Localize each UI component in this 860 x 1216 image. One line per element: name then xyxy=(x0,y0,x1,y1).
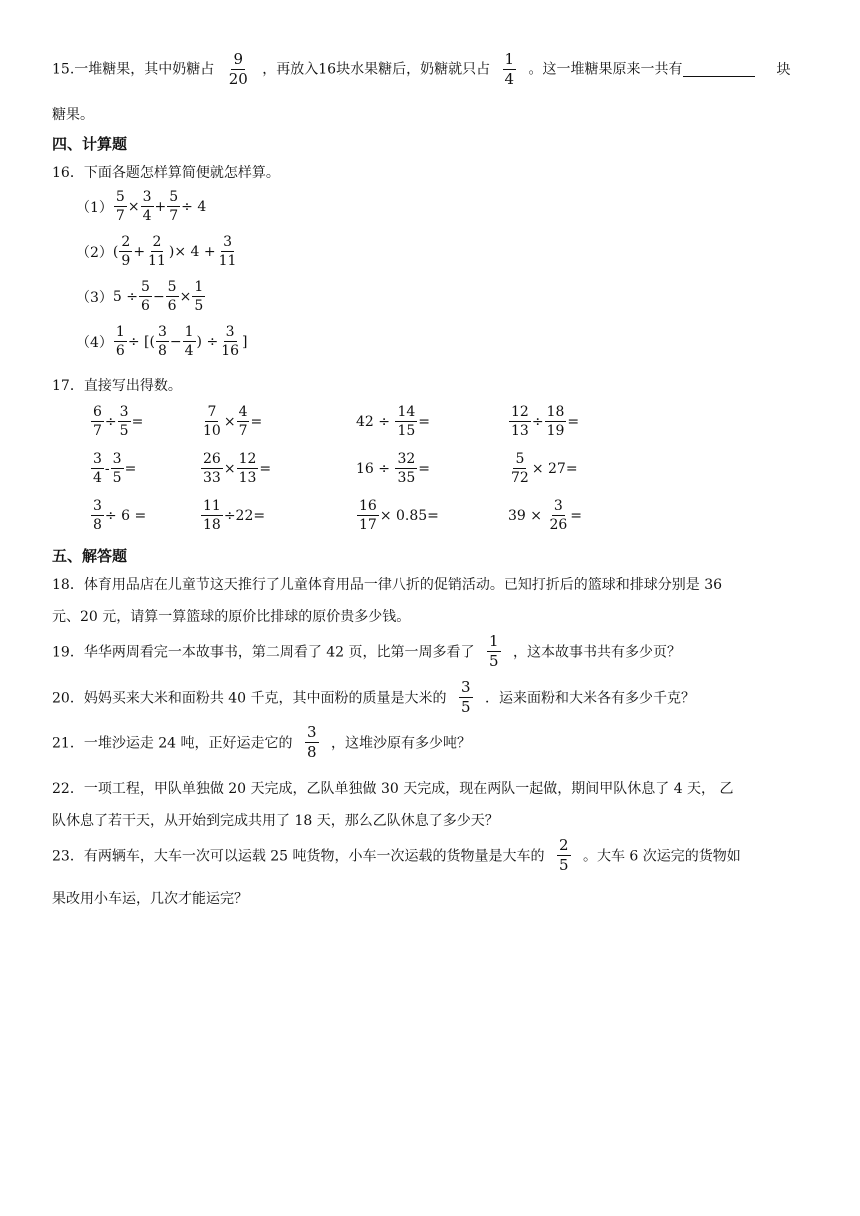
operator: ÷ xyxy=(104,413,117,430)
denominator: 8 xyxy=(306,743,317,761)
question-22-line-2: 队休息了若干天，从开始到完成共用了 18 天，那么乙队休息了多少天？ xyxy=(52,813,499,829)
operator: ÷ 6 = xyxy=(104,507,147,524)
numerator: 1 xyxy=(488,632,499,650)
numerator: 3 xyxy=(223,234,232,250)
numerator: 16 xyxy=(359,498,377,514)
question-23-line-2: 果改用小车运，几次才能运完？ xyxy=(52,891,248,907)
exercise-item xyxy=(508,499,582,532)
denominator: 10 xyxy=(203,423,221,439)
denominator: 26 xyxy=(549,517,568,533)
denominator: 72 xyxy=(511,470,529,486)
denominator: 4 xyxy=(93,470,102,486)
fraction xyxy=(119,235,132,268)
fraction xyxy=(545,405,567,438)
q23-text-2: 。大车 6 次运完的货物如 xyxy=(582,848,741,865)
numerator: 6 xyxy=(93,404,102,420)
numerator: 3 xyxy=(157,324,167,340)
denominator: 7 xyxy=(93,423,102,439)
numerator: 5 xyxy=(169,189,179,205)
operator: ] xyxy=(242,333,248,350)
numerator: 3 xyxy=(119,404,129,420)
denominator: 35 xyxy=(397,470,416,486)
denominator: 5 xyxy=(558,856,569,874)
exercise-item xyxy=(90,499,146,532)
question-18-line-2: 元、20 元，请算一算篮球的原价比排球的原价贵多少钱。 xyxy=(52,609,411,625)
fraction xyxy=(201,499,223,532)
q15-text-1: 一堆糖果，其中奶糖占 xyxy=(74,61,215,78)
q21-text-2: ，这堆沙原有多少吨？ xyxy=(330,735,471,752)
exercise-item xyxy=(356,405,430,438)
numerator: 3 xyxy=(225,324,235,340)
operator: - xyxy=(104,460,110,477)
operator: = xyxy=(418,413,431,430)
denominator: 16 xyxy=(221,343,240,359)
denominator: 5 xyxy=(194,298,204,314)
operator: × xyxy=(223,460,236,477)
operator: ÷22= xyxy=(223,507,266,524)
exercise-item xyxy=(90,405,143,438)
numerator: 7 xyxy=(207,404,217,420)
numerator: 2 xyxy=(558,836,569,854)
numerator: 12 xyxy=(238,451,257,467)
denominator: 8 xyxy=(93,517,102,533)
fraction xyxy=(201,405,223,438)
fraction xyxy=(219,325,241,358)
denominator: 15 xyxy=(397,423,416,439)
denominator: 5 xyxy=(488,652,499,670)
operator: ÷ xyxy=(531,413,544,430)
denominator: 9 xyxy=(121,253,131,269)
operator: × xyxy=(179,288,192,305)
denominator: 6 xyxy=(167,298,177,314)
question-19 xyxy=(52,634,681,669)
fraction xyxy=(167,190,180,223)
denominator: 5 xyxy=(112,470,122,486)
fraction-2-5 xyxy=(557,838,571,873)
operator: ÷ [( xyxy=(127,333,155,350)
denominator: 4 xyxy=(184,343,194,359)
numerator: 2 xyxy=(121,234,131,250)
denominator: 4 xyxy=(142,208,152,224)
operator: = xyxy=(250,413,263,430)
section-heading-calculation: 四、计算题 xyxy=(52,135,128,153)
q16-part-2 xyxy=(76,235,239,268)
numerator: 12 xyxy=(511,404,529,420)
operator: = xyxy=(259,460,272,477)
section-heading-word-problems: 五、解答题 xyxy=(52,547,128,565)
numerator: 18 xyxy=(546,404,565,420)
numerator: 11 xyxy=(203,498,221,514)
numerator: 5 xyxy=(115,189,125,205)
part-label: （3） xyxy=(76,289,113,306)
operator: − xyxy=(152,288,165,305)
operator: 39 × xyxy=(508,507,542,524)
q20-text-2: ．运来面粉和大米各有多少千克？ xyxy=(484,690,695,707)
operator: 42 ÷ xyxy=(356,413,390,430)
fraction xyxy=(141,190,154,223)
exercise-item xyxy=(508,452,578,485)
operator: 5 ÷ xyxy=(112,288,139,305)
part-label: （4） xyxy=(76,334,113,351)
fraction xyxy=(91,499,104,532)
fraction xyxy=(91,405,104,438)
numerator: 4 xyxy=(238,404,248,420)
fraction xyxy=(237,452,259,485)
q15-continuation: 糖果。 xyxy=(52,107,94,123)
numerator: 5 xyxy=(515,451,525,467)
denominator: 7 xyxy=(238,423,248,439)
fraction xyxy=(156,325,169,358)
operator: = xyxy=(570,507,583,524)
q19-text-2: ，这本故事书共有多少页？ xyxy=(512,644,681,661)
question-20 xyxy=(52,680,695,715)
q15-text-4: 块 xyxy=(776,61,791,78)
fraction xyxy=(395,452,417,485)
denominator: 7 xyxy=(169,208,179,224)
question-23 xyxy=(52,838,741,873)
exercise-item xyxy=(90,452,136,485)
part-label: （2） xyxy=(76,244,113,261)
numerator: 32 xyxy=(397,451,416,467)
numerator: 1 xyxy=(194,279,204,295)
denominator: 18 xyxy=(203,517,221,533)
q23-text-1: 23．有两辆车，大车一次可以运载 25 吨货物，小车一次运载的货物量是大车的 xyxy=(52,848,545,865)
denominator: 13 xyxy=(238,470,257,486)
operator: 16 ÷ xyxy=(356,460,390,477)
operator: ) ÷ xyxy=(196,333,219,350)
q19-text-1: 19．华华两周看完一本故事书，第二周看了 42 页，比第一周多看了 xyxy=(52,644,475,661)
fraction xyxy=(166,280,179,313)
numerator: 3 xyxy=(93,451,102,467)
exercise-item xyxy=(200,452,271,485)
operator: × 0.85= xyxy=(379,507,439,524)
numerator: 1 xyxy=(504,50,515,68)
fraction xyxy=(192,280,205,313)
denominator: 5 xyxy=(460,698,471,716)
numerator: 2 xyxy=(152,234,162,250)
operator: × xyxy=(127,198,140,215)
denominator: 6 xyxy=(115,343,125,359)
exercise-item xyxy=(356,499,439,532)
denominator: 13 xyxy=(511,423,529,439)
numerator: 1 xyxy=(184,324,194,340)
operator: = xyxy=(124,460,137,477)
question-15 xyxy=(52,52,791,87)
denominator: 11 xyxy=(218,253,237,269)
fraction xyxy=(357,499,379,532)
denominator: 11 xyxy=(148,253,166,269)
numerator: 3 xyxy=(112,451,122,467)
denominator: 19 xyxy=(546,423,565,439)
q21-text-1: 21．一堆沙运走 24 吨，正好运走它的 xyxy=(52,735,293,752)
numerator: 9 xyxy=(233,50,244,68)
numerator: 5 xyxy=(167,279,177,295)
operator: + xyxy=(133,243,146,260)
operator: − xyxy=(169,333,182,350)
operator: × xyxy=(223,413,236,430)
numerator: 14 xyxy=(397,404,416,420)
fraction xyxy=(509,452,531,485)
fraction xyxy=(183,325,196,358)
fraction xyxy=(111,452,124,485)
numerator: 5 xyxy=(141,279,150,295)
fraction xyxy=(91,452,104,485)
q16-part-3 xyxy=(76,280,206,313)
q15-text-3: 。这一堆糖果原来一共有 xyxy=(528,61,683,78)
fraction xyxy=(217,235,239,268)
question-17-text: 17．直接写出得数。 xyxy=(52,378,182,394)
fraction xyxy=(547,499,569,532)
fraction xyxy=(509,405,531,438)
fraction xyxy=(146,235,168,268)
fraction-3-8 xyxy=(305,725,319,760)
fraction-3-5 xyxy=(459,680,473,715)
numerator: 3 xyxy=(93,498,102,514)
question-21 xyxy=(52,725,471,760)
denominator: 20 xyxy=(228,70,248,88)
operator: ÷ 4 xyxy=(181,198,207,215)
numerator: 1 xyxy=(115,324,125,340)
fraction-1-5 xyxy=(487,634,501,669)
denominator: 4 xyxy=(504,70,515,88)
q20-text-1: 20．妈妈买来大米和面粉共 40 千克，其中面粉的质量是大米的 xyxy=(52,690,447,707)
question-18-line-1: 18．体育用品店在儿童节这天推行了儿童体育用品一律八折的促销活动。已知打折后的篮球和排球分别是 36 xyxy=(52,577,723,593)
denominator: 6 xyxy=(141,298,150,314)
part-label: （1） xyxy=(76,199,113,216)
q16-part-1 xyxy=(76,190,206,223)
operator: + xyxy=(154,198,167,215)
exercise-item xyxy=(200,499,265,532)
operator: × 27= xyxy=(531,460,578,477)
fraction xyxy=(114,325,127,358)
fraction-1-4 xyxy=(503,52,517,87)
operator: ( xyxy=(112,243,119,260)
exercise-item xyxy=(200,405,262,438)
denominator: 8 xyxy=(157,343,167,359)
answer-blank[interactable] xyxy=(683,62,755,77)
numerator: 3 xyxy=(460,678,471,696)
fraction xyxy=(237,405,250,438)
denominator: 5 xyxy=(119,423,129,439)
operator: = xyxy=(567,413,580,430)
q16-part-4 xyxy=(76,325,247,358)
fraction xyxy=(139,280,152,313)
question-22-line-1: 22．一项工程，甲队单独做 20 天完成，乙队单独做 30 天完成，现在两队一起做，期间甲队休息了 4 天， 乙 xyxy=(52,781,734,797)
exercise-item xyxy=(356,452,430,485)
question-16-text: 16．下面各题怎样算简便就怎样算。 xyxy=(52,165,280,181)
operator: = xyxy=(131,413,144,430)
fraction xyxy=(118,405,131,438)
numerator: 3 xyxy=(142,189,152,205)
fraction xyxy=(114,190,127,223)
q15-text-2: ，再放入16块水果糖后，奶糖就只占 xyxy=(262,61,491,78)
denominator: 33 xyxy=(203,470,221,486)
fraction xyxy=(395,405,417,438)
exercise-item xyxy=(508,405,579,438)
numerator: 3 xyxy=(306,723,317,741)
fraction xyxy=(201,452,223,485)
fraction-9-20 xyxy=(227,52,250,87)
q15-number: 15. xyxy=(52,61,75,78)
numerator: 26 xyxy=(203,451,221,467)
operator: )× 4 + xyxy=(168,243,216,260)
denominator: 7 xyxy=(115,208,125,224)
operator: = xyxy=(418,460,431,477)
denominator: 17 xyxy=(359,517,377,533)
numerator: 3 xyxy=(553,498,563,514)
